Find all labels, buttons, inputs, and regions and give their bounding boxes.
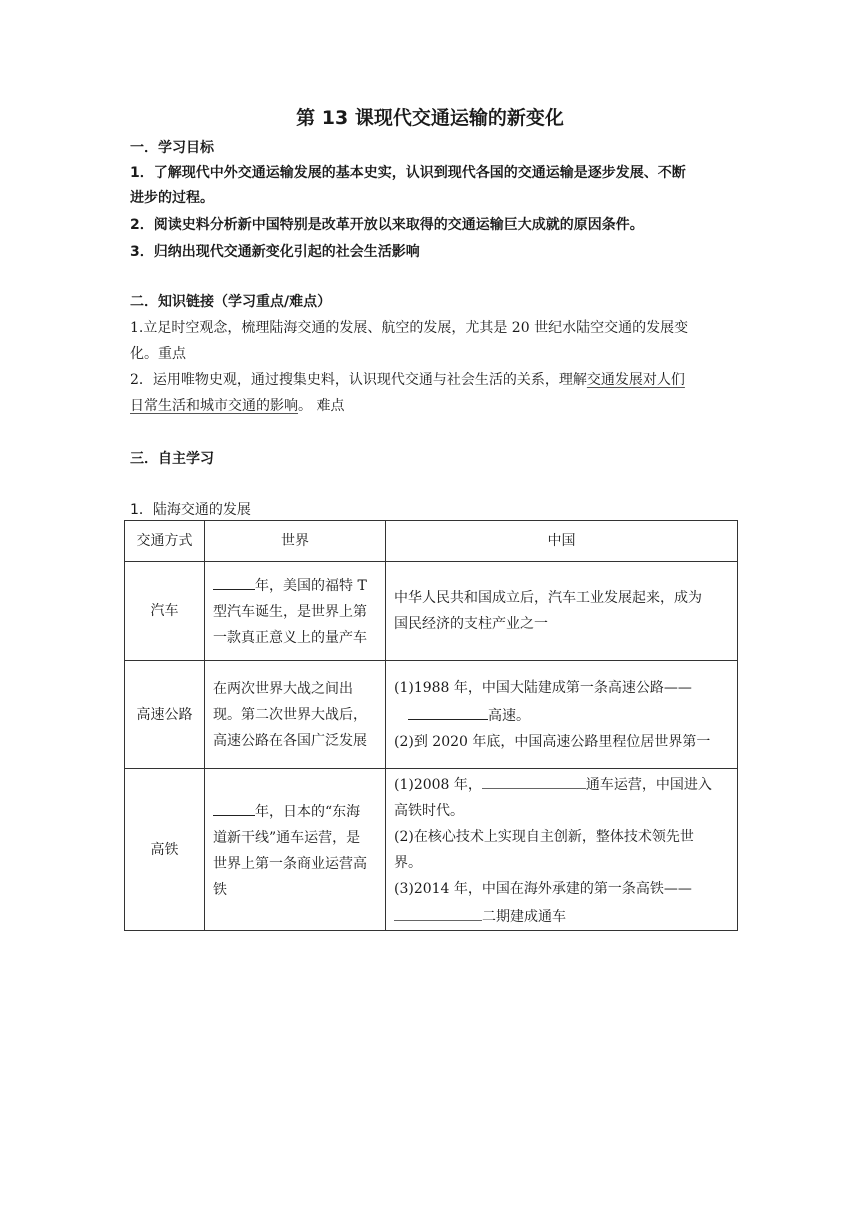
header-mode: 交通方式 xyxy=(125,521,205,562)
cell-line: 年，日本的“东海 xyxy=(255,803,361,820)
cell-line: (3)2014 年，中国在海外承建的第一条高铁—— xyxy=(394,880,692,897)
row-china xyxy=(386,661,738,769)
fill-blank[interactable] xyxy=(408,701,488,720)
cell-line: 国民经济的支柱产业之一 xyxy=(394,616,548,632)
cell-line: 界。 xyxy=(394,854,422,871)
row-world xyxy=(205,769,386,931)
knowledge-2-text-d: 。 难点 xyxy=(298,398,345,414)
knowledge-2-text-a: 2．运用唯物史观，通过搜集史料，认识现代交通与社会生活的关系，理解 xyxy=(130,372,587,388)
cell-line: 世界上第一条商业运营高 xyxy=(213,855,367,872)
cell-line: 现。第二次世界大战后， xyxy=(213,706,367,723)
fill-blank[interactable] xyxy=(394,902,482,921)
cell-line: 年，美国的福特 T xyxy=(255,578,367,594)
cell-line: 型汽车诞生，是世界上第 xyxy=(213,604,367,620)
objective-3: 3．归纳出现代交通新变化引起的社会生活影响 xyxy=(130,244,420,260)
table-row xyxy=(125,769,738,931)
cell-line: 高速。 xyxy=(488,707,530,724)
transport-table xyxy=(124,520,738,931)
cell-line: (2)在核心技术上实现自主创新，整体技术领先世 xyxy=(394,828,694,845)
cell-line: 道新干线”通车运营，是 xyxy=(213,829,361,846)
knowledge-2-text-b: 交通发展对人们 xyxy=(586,372,685,388)
cell-line: 高速公路在各国广泛发展 xyxy=(213,732,367,749)
cell-line: (1)2008 年， xyxy=(394,776,482,793)
row-world xyxy=(205,661,386,769)
row-world xyxy=(205,562,386,661)
row-mode: 高铁 xyxy=(125,769,205,931)
cell-line: 二期建成通车 xyxy=(482,908,566,925)
knowledge-1-line-2: 化。重点 xyxy=(130,346,186,362)
subsection-heading: 1．陆海交通的发展 xyxy=(130,502,251,518)
fill-blank[interactable] xyxy=(213,797,255,816)
knowledge-2-line-2 xyxy=(130,393,736,419)
objective-1-line-2: 进步的过程。 xyxy=(130,190,214,206)
row-mode: 汽车 xyxy=(125,562,205,661)
table-row xyxy=(125,661,738,769)
cell-line: (1)1988 年，中国大陆建成第一条高速公路—— xyxy=(394,679,692,696)
section-heading-objectives: 一．学习目标 xyxy=(130,140,214,156)
cell-line: 一款真正意义上的量产车 xyxy=(213,630,367,646)
row-china xyxy=(386,562,738,661)
cell-line: 高铁时代。 xyxy=(394,802,464,819)
table-header-row xyxy=(125,521,738,562)
header-china: 中国 xyxy=(386,521,738,562)
cell-line: 中华人民共和国成立后，汽车工业发展起来，成为 xyxy=(394,590,702,606)
table-row xyxy=(125,562,738,661)
cell-line: 铁 xyxy=(213,881,227,898)
objective-1-line-1: 1．了解现代中外交通运输发展的基本史实，认识到现代各国的交通运输是逐步发展、不断 xyxy=(130,165,686,181)
knowledge-1-line-1: 1.立足时空观念，梳理陆海交通的发展、航空的发展，尤其是 20 世纪水陆空交通的发展变 xyxy=(130,320,689,336)
row-china xyxy=(386,769,738,931)
objective-2: 2．阅读史料分析新中国特别是改革开放以来取得的交通运输巨大成就的原因条件。 xyxy=(130,217,644,233)
cell-line: (2)到 2020 年底，中国高速公路里程位居世界第一 xyxy=(394,733,711,750)
knowledge-2-text-c: 日常生活和城市交通的影响 xyxy=(130,398,298,414)
cell-line: 通车运营，中国进入 xyxy=(585,776,712,793)
header-world: 世界 xyxy=(205,521,386,562)
page-title: 第 13 课现代交通运输的新变化 xyxy=(296,107,564,129)
section-heading-knowledge: 二．知识链接（学习重点/难点） xyxy=(130,294,332,310)
fill-blank[interactable] xyxy=(482,770,586,789)
section-heading-self-study: 三．自主学习 xyxy=(130,451,214,467)
knowledge-2-line-1 xyxy=(130,367,736,393)
fill-blank[interactable] xyxy=(213,571,255,590)
cell-line: 在两次世界大战之间出 xyxy=(213,680,353,697)
row-mode: 高速公路 xyxy=(125,661,205,769)
